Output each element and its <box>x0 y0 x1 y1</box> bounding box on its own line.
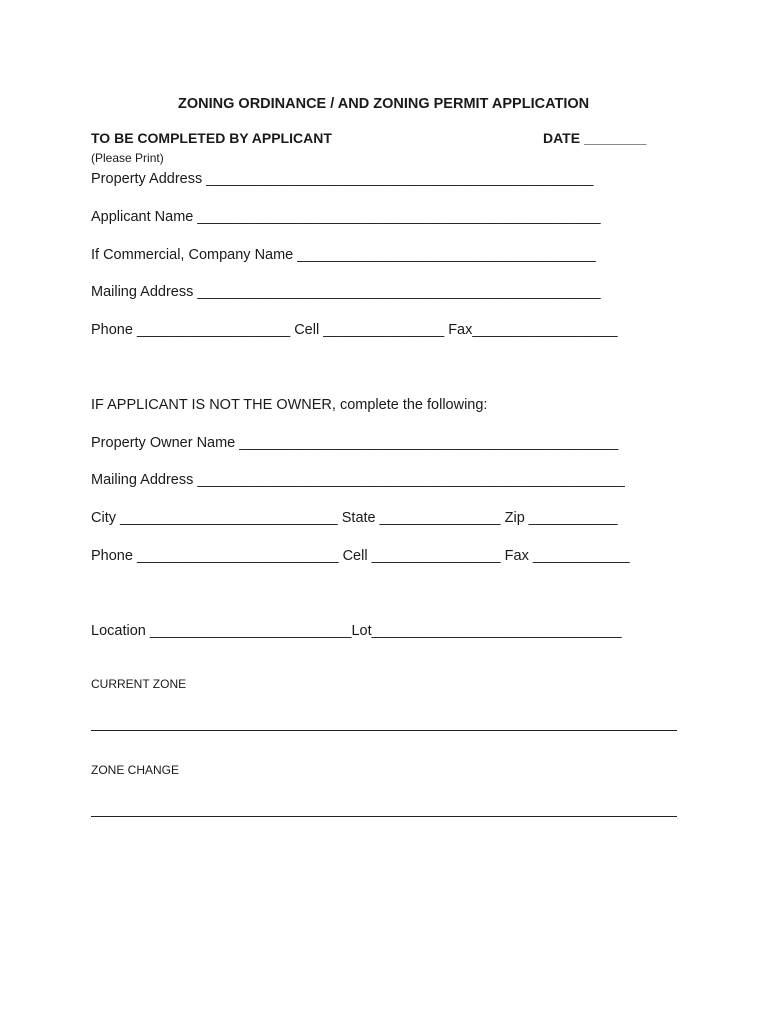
applicant-phone-cell-fax-field[interactable]: Phone ___________________ Cell _______________ Fax__________________ <box>91 322 618 338</box>
applicant-section-heading: TO BE COMPLETED BY APPLICANT <box>91 130 332 146</box>
applicant-mailing-address-field[interactable]: Mailing Address __________________________________________________ <box>91 284 601 300</box>
applicant-name-field[interactable]: Applicant Name __________________________________________________ <box>91 209 601 225</box>
current-zone-line[interactable] <box>91 730 677 731</box>
owner-section-intro: IF APPLICANT IS NOT THE OWNER, complete the following: <box>91 397 488 413</box>
date-field[interactable]: DATE ________ <box>543 130 647 146</box>
zone-change-line[interactable] <box>91 816 677 817</box>
current-zone-label: CURRENT ZONE <box>91 677 187 691</box>
owner-city-state-zip-field[interactable]: City ___________________________ State _______________ Zip ___________ <box>91 510 618 526</box>
company-name-field[interactable]: If Commercial, Company Name _____________________________________ <box>91 247 596 263</box>
form-title: ZONING ORDINANCE / AND ZONING PERMIT APPLICATION <box>178 96 590 112</box>
owner-phone-cell-fax-field[interactable]: Phone _________________________ Cell ________________ Fax ____________ <box>91 548 630 564</box>
location-lot-field[interactable]: Location _________________________Lot_______________________________ <box>91 623 622 639</box>
owner-name-field[interactable]: Property Owner Name _______________________________________________ <box>91 435 619 451</box>
owner-mailing-address-field[interactable]: Mailing Address _____________________________________________________ <box>91 472 625 488</box>
please-print-note: (Please Print) <box>91 151 164 165</box>
property-address-field[interactable]: Property Address ________________________________________________ <box>91 171 594 187</box>
zone-change-label: ZONE CHANGE <box>91 763 180 777</box>
